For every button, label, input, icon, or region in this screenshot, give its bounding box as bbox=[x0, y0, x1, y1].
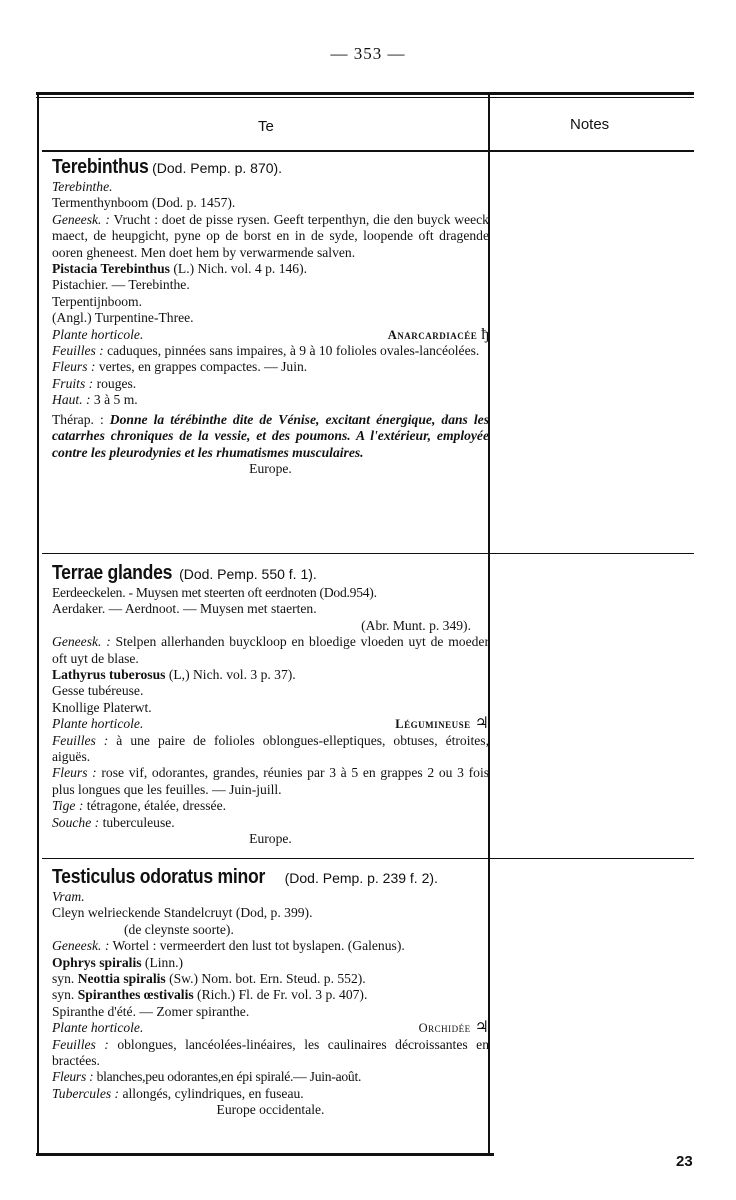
entry-title-line bbox=[52, 866, 489, 889]
flowers-text: vertes, en grappes compactes. — Juin. bbox=[95, 359, 308, 375]
flowers-label: Fleurs : bbox=[52, 1069, 94, 1085]
page-number: — 353 — bbox=[330, 44, 406, 63]
height-text: 3 à 5 m. bbox=[90, 392, 138, 408]
vernacular-line: Terpentijnboom. bbox=[52, 293, 143, 309]
perennial-symbol-icon: ♃ bbox=[474, 1019, 489, 1037]
medicinal-label: Geneesk. : bbox=[52, 634, 111, 650]
species-ref: (Linn.) bbox=[141, 954, 184, 970]
flowers-label: Fleurs : bbox=[52, 359, 96, 375]
medicinal-body: Stelpen allerhanden buyckloop en bloedige vloeden uyt de moeder oft uyt de blase. bbox=[52, 634, 489, 666]
entry-terebinthus bbox=[52, 156, 489, 477]
synonym-ref: (Sw.) Nom. bot. Ern. Steud. p. 552). bbox=[165, 971, 366, 987]
leaves-text: oblongues, lancéolées-linéaires, les caulinaires décroissantes en bractées. bbox=[52, 1036, 489, 1069]
flowers-text: rose vif, odorantes, grandes, réunies par 3 à 5 en grappes 2 ou 3 fois plus longues que les feuilles. — Juin-juill. bbox=[52, 765, 490, 797]
leaves-label: Feuilles : bbox=[52, 343, 104, 359]
flowers-line bbox=[52, 765, 489, 798]
flemish-name: Aerdaker. — Aerdnoot. — Muysen met staerten. bbox=[52, 601, 317, 617]
vernacular-line: (Angl.) Turpentine-Three. bbox=[52, 310, 194, 326]
fruits-text: rouges. bbox=[93, 375, 137, 391]
entry-title: Testiculus odoratus minor bbox=[52, 866, 266, 888]
tubers-text: allongés, cylindriques, en fuseau. bbox=[119, 1085, 304, 1101]
height-label: Haut. : bbox=[52, 392, 91, 408]
entry-title-ref: (Dod. Pemp. p. 239 f. 2). bbox=[284, 870, 438, 886]
leaves-label: Feuilles : bbox=[52, 1036, 109, 1052]
flemish-name: Cleyn welrieckende Standelcruyt (Dod, p. 399). bbox=[52, 905, 313, 921]
section-rule-2 bbox=[42, 858, 694, 859]
synonym-label: syn. bbox=[52, 987, 75, 1003]
medicinal-text bbox=[52, 634, 489, 667]
species-ref: (L,) Nich. vol. 3 p. 37). bbox=[165, 667, 296, 683]
height-line bbox=[52, 392, 489, 408]
french-name: Terebinthe. bbox=[52, 179, 113, 194]
entry-title: Terrae glandes bbox=[52, 562, 173, 584]
species-line bbox=[52, 261, 489, 277]
root-label: Souche : bbox=[52, 814, 100, 830]
root-text: tuberculeuse. bbox=[99, 814, 175, 830]
flemish-name: Vram. bbox=[52, 889, 85, 904]
family-line bbox=[52, 327, 489, 343]
family-line bbox=[52, 716, 489, 732]
synonym-line bbox=[52, 971, 489, 987]
vernacular-line: Gesse tubéreuse. bbox=[52, 683, 144, 699]
family-block bbox=[419, 1020, 489, 1036]
family-block bbox=[395, 716, 489, 732]
species-line bbox=[52, 667, 489, 683]
flemish-name: Termenthynboom (Dod. p. 1457). bbox=[52, 195, 236, 211]
stem-line bbox=[52, 798, 489, 814]
flemish-name: Eerdeeckelen. - Muysen met steerten oft eerdnoten (Dod.954). bbox=[52, 585, 377, 600]
stem-text: tétragone, étalée, dressée. bbox=[83, 798, 226, 814]
perennial-symbol-icon: ♃ bbox=[474, 715, 489, 733]
vernacular-line: Knollige Platerwt. bbox=[52, 699, 152, 715]
leaves-text: caduques, pinnées sans impaires, à 9 à 10 folioles ovales-lancéolées. bbox=[103, 343, 480, 359]
medicinal-text bbox=[52, 212, 489, 261]
top-double-rule bbox=[36, 92, 694, 95]
shrub-symbol-icon: ђ bbox=[481, 325, 489, 343]
species-line bbox=[52, 955, 489, 971]
leaves-line bbox=[52, 343, 489, 359]
entry-testiculus-odoratus-minor bbox=[52, 866, 489, 1119]
medicinal-label: Geneesk. : bbox=[52, 211, 110, 227]
medicinal-text bbox=[52, 938, 489, 954]
plant-type: Plante horticole. bbox=[52, 716, 144, 732]
leaves-line bbox=[52, 1037, 489, 1070]
fruits-label: Fruits : bbox=[52, 375, 94, 391]
fruits-line bbox=[52, 376, 489, 392]
leaves-text: à une paire de folioles oblongues-elleptiques, obtuses, étroites, aiguës. bbox=[52, 732, 489, 765]
family-name: Orchidée bbox=[418, 1021, 471, 1036]
therapy-label: Thérap. : bbox=[52, 411, 104, 427]
family-name: Anarcardiacée bbox=[387, 327, 478, 342]
synonym-name: Spiranthes œstivalis bbox=[77, 987, 194, 1003]
entry-title-line bbox=[52, 562, 489, 585]
synonym-line bbox=[52, 987, 489, 1003]
reference-line: (Abr. Munt. p. 349). bbox=[361, 617, 471, 633]
plant-type: Plante horticole. bbox=[52, 326, 144, 342]
vernacular-line: Spiranthe d'été. — Zomer spiranthe. bbox=[52, 1003, 250, 1019]
leaves-line bbox=[52, 733, 489, 766]
entry-title-line bbox=[52, 156, 489, 179]
species-name: Ophrys spiralis bbox=[52, 954, 142, 970]
header-rule bbox=[42, 150, 694, 152]
distribution-line: Europe. bbox=[249, 460, 292, 476]
footer-page-number: 23 bbox=[676, 1153, 693, 1170]
entry-title-ref: (Dod. Pemp. p. 870). bbox=[152, 160, 283, 176]
therapy-text: Donne la térébinthe dite de Vénise, excitant énergique, dans les catarrhes chroniques de la vessie, et des poumons. A l'extérieur, employée contre les pleurodynies et les rhumatismes musculaires. bbox=[52, 411, 489, 460]
stem-label: Tige : bbox=[52, 798, 84, 814]
family-name: Légumineuse bbox=[395, 717, 471, 732]
bottom-rule bbox=[36, 1153, 494, 1156]
flowers-line bbox=[52, 1069, 489, 1085]
therapy-line bbox=[52, 412, 489, 461]
family-block bbox=[388, 327, 489, 343]
medicinal-label: Geneesk. : bbox=[52, 938, 110, 954]
flowers-label: Fleurs : bbox=[52, 765, 97, 781]
column-header-notes: Notes bbox=[570, 116, 610, 133]
synonym-ref: (Rich.) Fl. de Fr. vol. 3 p. 407). bbox=[193, 987, 368, 1003]
plant-type: Plante horticole. bbox=[52, 1020, 144, 1036]
top-thin-rule bbox=[36, 97, 694, 98]
flemish-name-note: (de cleynste soorte). bbox=[124, 921, 234, 937]
left-border bbox=[37, 92, 39, 1156]
root-line bbox=[52, 815, 489, 831]
column-header-main: Te bbox=[258, 118, 274, 135]
flowers-text: blanches,peu odorantes,en épi spiralé.— Juin-août. bbox=[93, 1069, 362, 1085]
medicinal-body: Vrucht : doet de pisse rysen. Geeft terpenthyn, die den buyck weeck maect, de heupgicht, pyne op de borst en in de syde, loopende oft dragende ooren gheneest. Men doet hem by verwarmende salven. bbox=[52, 211, 489, 260]
entry-title: Terebinthus bbox=[52, 156, 149, 178]
entry-title-ref: (Dod. Pemp. 550 f. 1). bbox=[179, 566, 317, 582]
family-line bbox=[52, 1020, 489, 1036]
tubers-line bbox=[52, 1086, 489, 1102]
medicinal-body: Wortel : vermeerdert den lust tot byslapen. (Galenus). bbox=[109, 938, 405, 954]
tubers-label: Tubercules : bbox=[52, 1085, 120, 1101]
vernacular-line: Pistachier. — Terebinthe. bbox=[52, 277, 190, 293]
distribution-line: Europe occidentale. bbox=[216, 1102, 325, 1118]
flowers-line bbox=[52, 359, 489, 375]
species-name: Lathyrus tuberosus bbox=[52, 667, 166, 683]
entry-terrae-glandes bbox=[52, 562, 489, 848]
leaves-label: Feuilles : bbox=[52, 732, 109, 748]
distribution-line: Europe. bbox=[249, 831, 292, 847]
synonym-label: syn. bbox=[52, 971, 75, 987]
section-rule-1 bbox=[42, 553, 694, 554]
synonym-name: Neottia spiralis bbox=[77, 971, 166, 987]
species-name: Pistacia Terebinthus bbox=[52, 261, 170, 277]
species-ref: (L.) Nich. vol. 4 p. 146). bbox=[169, 261, 308, 277]
